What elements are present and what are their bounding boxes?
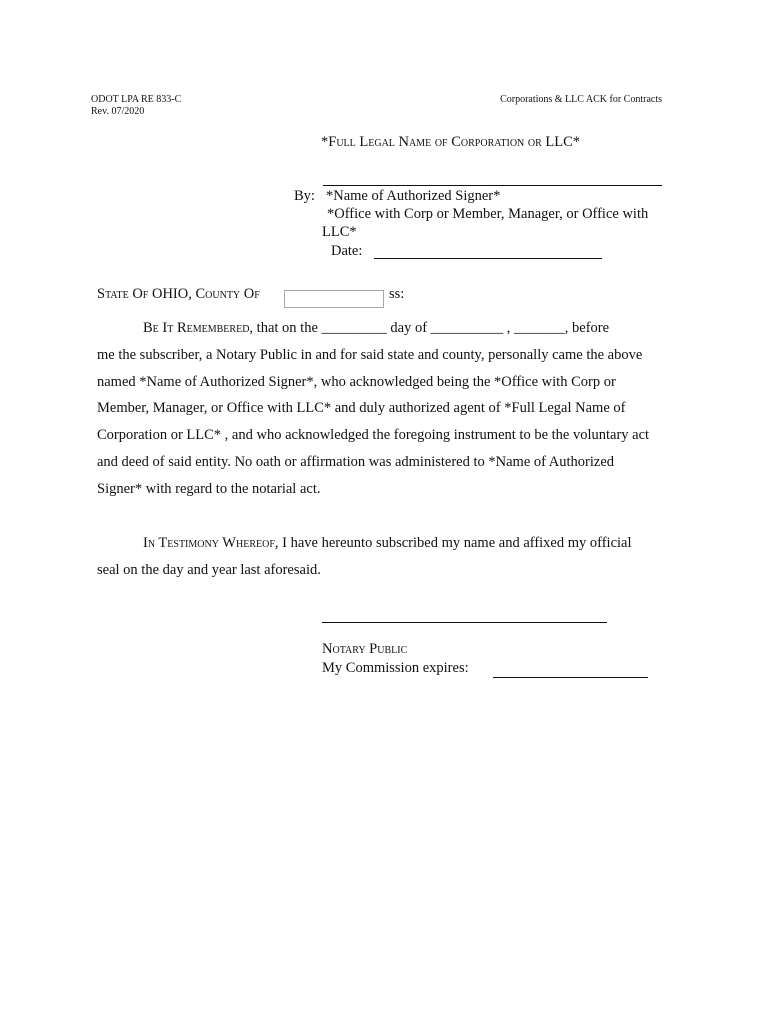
corporation-name-heading: *Full Legal Name of Corporation or LLC*	[321, 134, 581, 150]
signature-line	[323, 185, 662, 186]
acknowledgment-line: Signer* with regard to the notarial act.	[97, 480, 321, 497]
county-input[interactable]	[284, 290, 384, 308]
form-title: Corporations & LLC ACK for Contracts	[500, 94, 662, 105]
acknowledgment-line: named *Name of Authorized Signer*, who acknowledged being the *Office with Corp or	[97, 373, 616, 390]
form-id: ODOT LPA RE 833-C	[91, 94, 182, 105]
state-county-label: State Of OHIO, County Of	[97, 286, 260, 302]
authorized-signer-office: *Office with Corp or Member, Manager, or Office with LLC*	[322, 206, 649, 240]
notary-signature-line	[322, 622, 607, 623]
acknowledgment-paragraph	[97, 315, 677, 503]
commission-expiry-line	[493, 677, 648, 678]
acknowledgment-line: me the subscriber, a Notary Public in and for said state and county, personally came the above	[97, 346, 643, 363]
be-it-remembered-phrase: Be It Remembered	[143, 320, 250, 336]
acknowledgment-line: and deed of said entity. No oath or affirmation was administered to *Name of Authorized	[97, 453, 615, 470]
acknowledgment-line: Member, Manager, or Office with LLC* and duly authorized agent of *Full Legal Name of	[97, 400, 626, 417]
acknowledgment-line: Corporation or LLC* , and who acknowledged the foregoing instrument to be the voluntary act	[97, 427, 650, 444]
testimony-paragraph	[97, 530, 677, 584]
form-header-left	[91, 94, 181, 118]
in-testimony-whereof-phrase: In Testimony Whereof	[143, 535, 275, 551]
testimony-line: seal on the day and year last aforesaid.	[97, 561, 321, 578]
by-label: By:	[294, 188, 315, 204]
acknowledgment-line: Be It Remembered, that on the _________ day of __________ , _______, before	[143, 320, 610, 336]
authorized-signer-name: *Name of Authorized Signer*	[326, 188, 501, 204]
testimony-line: In Testimony Whereof, I have hereunto subscribed my name and affixed my official	[143, 535, 632, 551]
commission-expires-label: My Commission expires:	[322, 660, 469, 676]
notary-public-label: Notary Public	[322, 641, 408, 657]
date-line	[374, 258, 602, 259]
ss-label: ss:	[389, 286, 405, 302]
form-revision: Rev. 07/2020	[91, 106, 145, 117]
date-label: Date:	[331, 243, 363, 259]
